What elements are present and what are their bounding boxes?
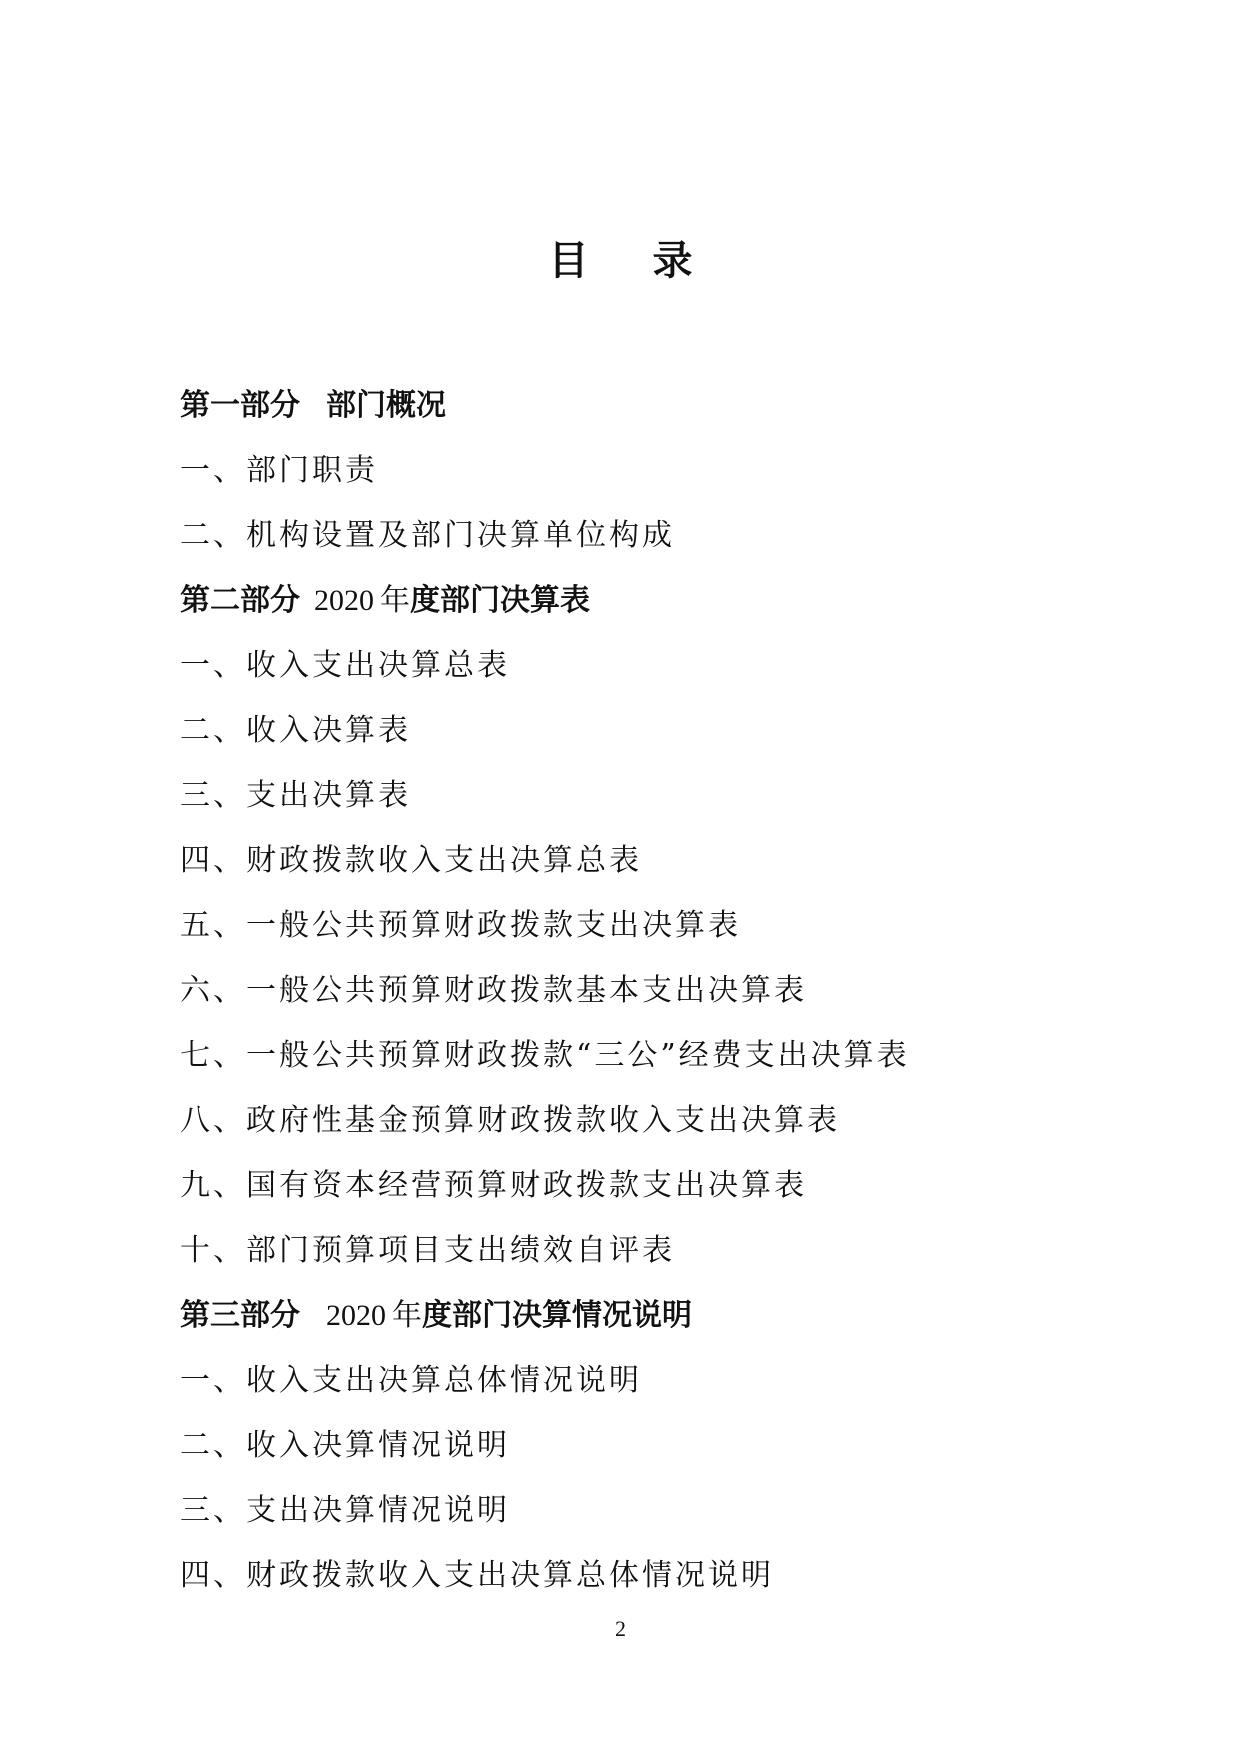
toc-part-heading-1[interactable] bbox=[180, 384, 1140, 449]
page-title: 目录 bbox=[548, 238, 757, 284]
part-year: 2020 bbox=[326, 1299, 386, 1332]
toc-item[interactable]: 六、一般公共预算财政拨款基本支出决算表 bbox=[180, 973, 807, 1008]
toc-item[interactable]: 九、国有资本经营预算财政拨款支出决算表 bbox=[180, 1168, 807, 1203]
part-label: 第二部分 bbox=[180, 583, 300, 618]
part-label: 第三部分 bbox=[180, 1298, 300, 1333]
toc-item[interactable]: 五、一般公共预算财政拨款支出决算表 bbox=[180, 908, 741, 943]
toc-item[interactable]: 一、收入支出决算总体情况说明 bbox=[180, 1363, 642, 1398]
part-name: 度部门决算情况说明 bbox=[422, 1298, 692, 1333]
part-year-unit: 年 bbox=[380, 583, 410, 618]
part-name: 度部门决算表 bbox=[410, 583, 590, 618]
part-year: 2020 bbox=[314, 584, 374, 617]
toc-item[interactable]: 十、部门预算项目支出绩效自评表 bbox=[180, 1233, 675, 1268]
toc-item[interactable]: 四、财政拨款收入支出决算总表 bbox=[180, 843, 642, 878]
toc-item[interactable]: 二、收入决算情况说明 bbox=[180, 1428, 510, 1463]
part-name: 部门概况 bbox=[326, 388, 446, 423]
toc-item[interactable]: 四、财政拨款收入支出决算总体情况说明 bbox=[180, 1558, 774, 1593]
toc-item[interactable]: 一、部门职责 bbox=[180, 453, 378, 488]
toc-item[interactable]: 三、支出决算表 bbox=[180, 778, 411, 813]
toc-item[interactable]: 二、机构设置及部门决算单位构成 bbox=[180, 518, 675, 553]
toc-item[interactable]: 八、政府性基金预算财政拨款收入支出决算表 bbox=[180, 1103, 840, 1138]
toc-part-heading-2[interactable] bbox=[180, 579, 1140, 644]
page-number: 2 bbox=[615, 1616, 626, 1641]
toc-item[interactable]: 二、收入决算表 bbox=[180, 713, 411, 748]
table-of-contents bbox=[180, 384, 1140, 1619]
toc-item[interactable]: 一、收入支出决算总表 bbox=[180, 648, 510, 683]
toc-item[interactable]: 七、一般公共预算财政拨款“三公”经费支出决算表 bbox=[180, 1038, 910, 1073]
toc-part-heading-3[interactable] bbox=[180, 1294, 1140, 1359]
part-year-unit: 年 bbox=[392, 1298, 422, 1333]
part-label: 第一部分 bbox=[180, 388, 300, 423]
toc-item[interactable]: 三、支出决算情况说明 bbox=[180, 1493, 510, 1528]
